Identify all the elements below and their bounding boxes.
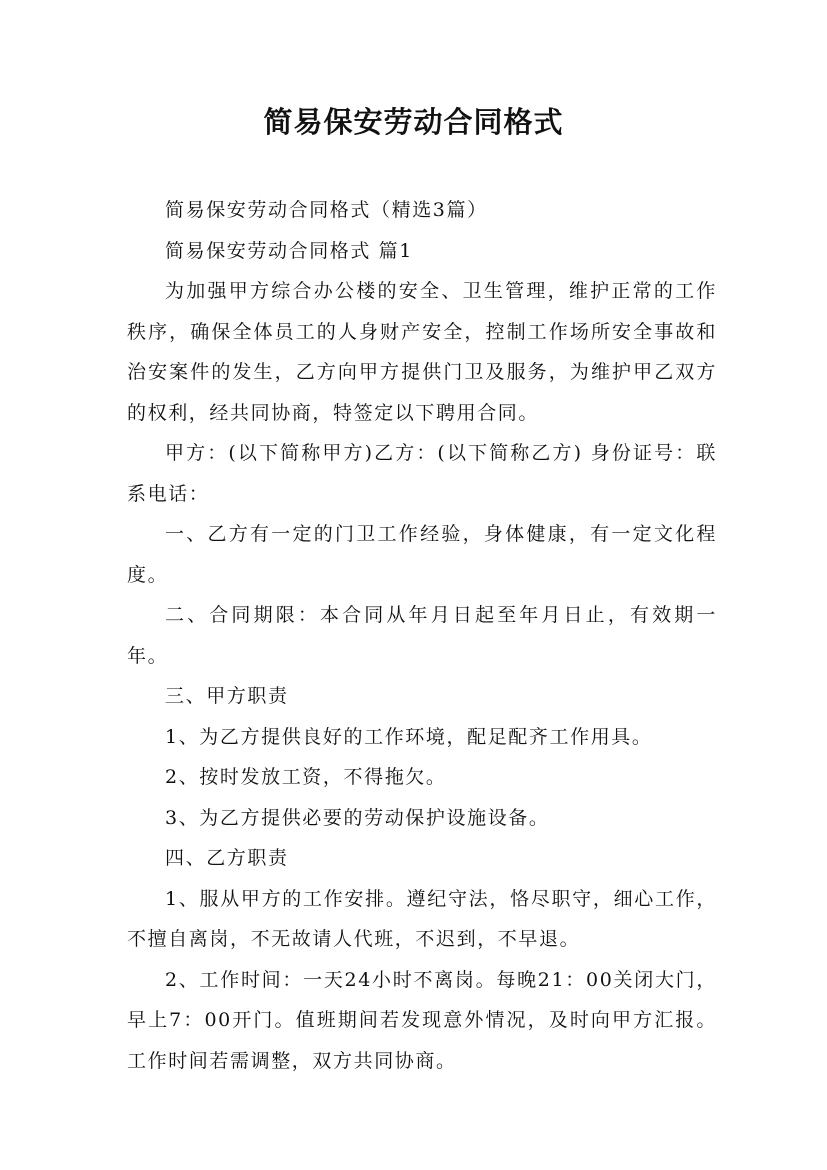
paragraph-parties: 甲方：(以下简称甲方)乙方：(以下简称乙方) 身份证号：联系电话： [127,442,717,505]
paragraph-clause-1: 一、乙方有一定的门卫工作经验，身体健康，有一定文化程度。 [127,523,717,586]
paragraph-clause-4-heading: 四、乙方职责 [165,847,289,869]
paragraph-intro: 为加强甲方综合办公楼的安全、卫生管理，维护正常的工作秩序，确保全体员工的人身财产安全，控制工作场所安全事故和治安案件的发生，乙方向甲方提供门卫及服务，为维护甲乙双方的权利，经共同协商，特签定以下聘用合同。 [127,280,717,424]
paragraph-clause-3-item-3: 3、为乙方提供必要的劳动保护设施设备。 [165,806,550,829]
paragraph-clause-4-item-2: 2、工作时间：一天24小时不离岗。每晚21：00关闭大门，早上7：00开门。值班期间若发现意外情况，及时向甲方汇报。工作时间若需调整，双方共同协商。 [127,968,717,1072]
paragraph-clause-3-heading: 三、甲方职责 [165,685,289,707]
document-title: 简易保安劳动合同格式 [263,105,564,139]
paragraph-clause-3-item-1: 1、为乙方提供良好的工作环境，配足配齐工作用具。 [165,725,653,748]
paragraph-section-heading: 简易保安劳动合同格式 篇1 [165,239,413,262]
document-body [127,190,717,1081]
paragraph-clause-3-item-2: 2、按时发放工资，不得拖欠。 [165,766,447,788]
paragraph-subtitle: 简易保安劳动合同格式（精选3篇） [165,199,488,221]
paragraph-clause-4-item-1: 1、服从甲方的工作安排。遵纪守法，恪尽职守，细心工作，不擅自离岗，不无故请人代班，不迟到，不早退。 [127,887,717,950]
paragraph-clause-2: 二、合同期限：本合同从年月日起至年月日止，有效期一年。 [127,604,717,667]
